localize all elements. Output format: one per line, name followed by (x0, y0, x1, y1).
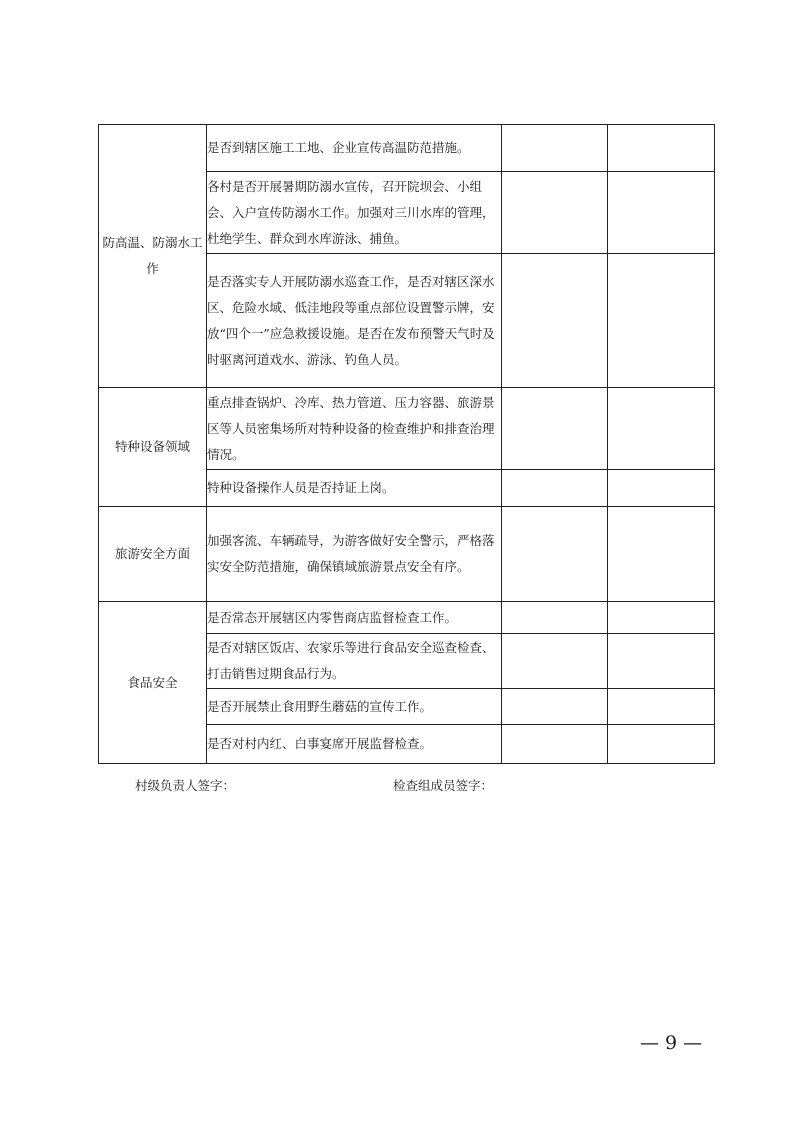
result-cell[interactable] (502, 725, 608, 764)
item-cell: 各村是否开展暑期防溺水宣传，召开院坝会、小组会、入户宣传防溺水工作。加强对三川水库的管理，杜绝学生、群众到水库游泳、捕鱼。 (207, 172, 502, 254)
inspection-team-signature-label: 检查组成员签字： (393, 778, 494, 793)
remark-cell[interactable] (608, 172, 715, 254)
table-row (99, 388, 715, 470)
table-row (99, 125, 715, 172)
item-cell: 是否落实专人开展防溺水巡查工作，是否对辖区深水区、危险水域、低洼地段等重点部位设置警示牌，安放“四个一”应急救援设施。是否在发布预警天气时及时驱离河道戏水、游泳、钓鱼人员。 (207, 254, 502, 388)
signature-line (135, 775, 735, 797)
result-cell[interactable] (502, 507, 608, 602)
remark-cell[interactable] (608, 725, 715, 764)
result-cell[interactable] (502, 602, 608, 634)
result-cell[interactable] (502, 689, 608, 725)
result-cell[interactable] (502, 254, 608, 388)
inspection-table (98, 124, 715, 764)
remark-cell[interactable] (608, 689, 715, 725)
table-row (99, 602, 715, 634)
item-cell: 重点排查锅炉、冷库、热力管道、压力容器、旅游景区等人员密集场所对特种设备的检查维护和排查治理情况。 (207, 388, 502, 470)
remark-cell[interactable] (608, 125, 715, 172)
result-cell[interactable] (502, 125, 608, 172)
item-cell: 是否到辖区施工工地、企业宣传高温防范措施。 (207, 125, 502, 172)
result-cell[interactable] (502, 388, 608, 470)
category-cell: 食品安全 (99, 602, 207, 764)
remark-cell[interactable] (608, 254, 715, 388)
result-cell[interactable] (502, 634, 608, 689)
item-cell: 是否常态开展辖区内零售商店监督检查工作。 (207, 602, 502, 634)
category-cell: 防高温、防溺水工作 (99, 125, 207, 388)
village-leader-signature-label: 村级负责人签字： (135, 778, 236, 793)
item-cell: 加强客流、车辆疏导，为游客做好安全警示，严格落实安全防范措施，确保镇域旅游景点安全有序。 (207, 507, 502, 602)
item-cell: 是否对辖区饭店、农家乐等进行食品安全巡查检查、打击销售过期食品行为。 (207, 634, 502, 689)
page-number: — 9 — (640, 1032, 703, 1054)
remark-cell[interactable] (608, 388, 715, 470)
remark-cell[interactable] (608, 507, 715, 602)
category-cell: 特种设备领域 (99, 388, 207, 507)
table-row (99, 507, 715, 602)
item-cell: 是否开展禁止食用野生蘑菇的宣传工作。 (207, 689, 502, 725)
category-cell: 旅游安全方面 (99, 507, 207, 602)
item-cell: 特种设备操作人员是否持证上岗。 (207, 470, 502, 507)
remark-cell[interactable] (608, 602, 715, 634)
remark-cell[interactable] (608, 470, 715, 507)
result-cell[interactable] (502, 470, 608, 507)
item-cell: 是否对村内红、白事宴席开展监督检查。 (207, 725, 502, 764)
remark-cell[interactable] (608, 634, 715, 689)
result-cell[interactable] (502, 172, 608, 254)
